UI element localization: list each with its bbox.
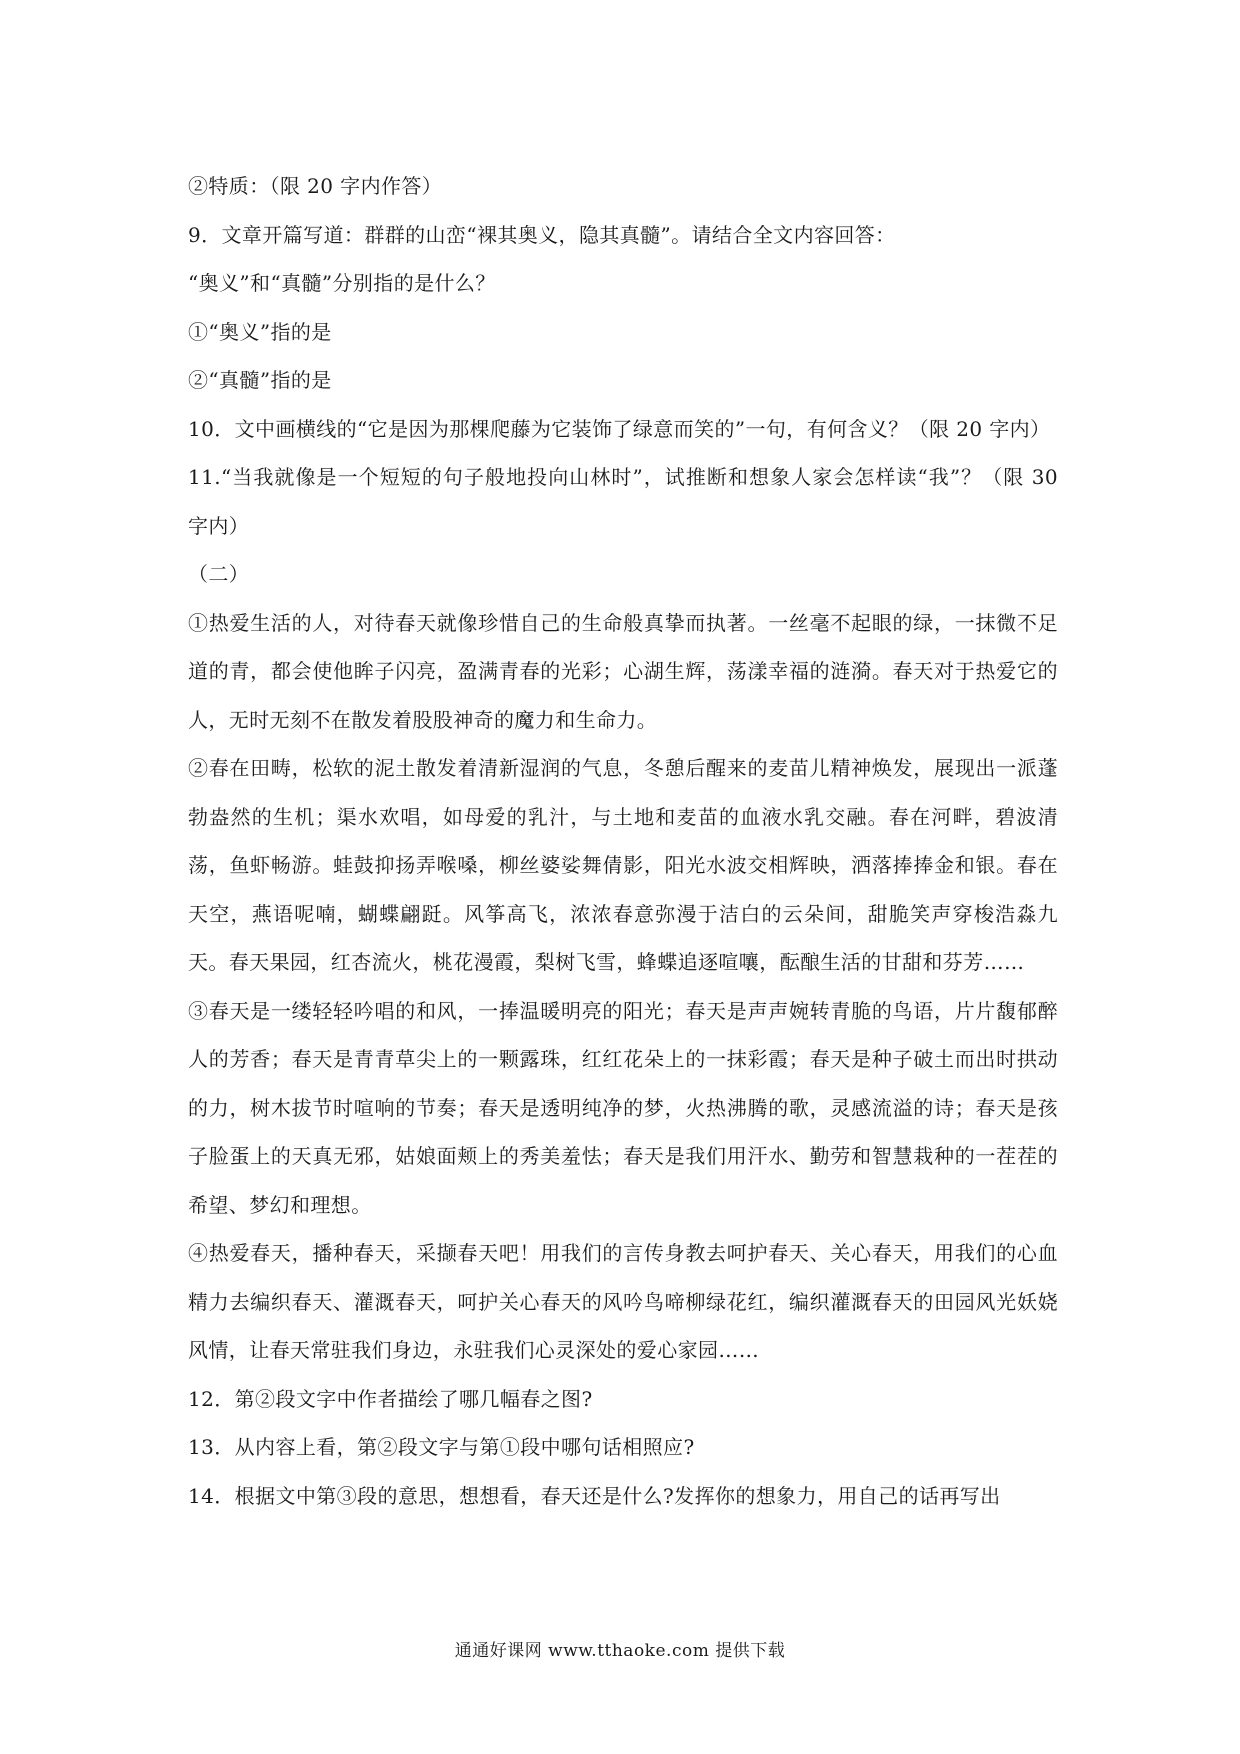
page-footer: 通通好课网 www.tthaoke.com 提供下载	[454, 1641, 786, 1661]
answer-line-trait: ②特质：（限 20 字内作答）	[188, 174, 443, 198]
question-11: 11.“当我就像是一个短短的句子般地投向山林时”，试推断和想象人家会怎样读“我”？（限 30 字内）	[188, 465, 1058, 538]
paragraph-1: ①热爱生活的人，对待春天就像珍惜自己的生命般真挚而执著。一丝毫不起眼的绿，一抹微不足道的青，都会使他眸子闪亮，盈满青春的光彩；心湖生辉，荡漾幸福的涟漪。春天对于热爱它的人，无时无刻不在散发着股股神奇的魔力和生命力。	[188, 610, 1058, 732]
paragraph-3: ③春天是一缕轻轻吟唱的和风，一捧温暖明亮的阳光；春天是声声婉转青脆的鸟语，片片馥郁醉人的芳香；春天是青青草尖上的一颗露珠，红红花朵上的一抹彩霞；春天是种子破土而出时拱动的力，树木拔节时喧响的节奏；春天是透明纯净的梦，火热沸腾的歌，灵感流溢的诗；春天是孩子脸蛋上的天真无邪，姑娘面颊上的秀美羞怯；春天是我们用汗水、勤劳和智慧栽种的一茬茬的希望、梦幻和理想。	[188, 998, 1058, 1217]
paragraph-2: ②春在田畴，松软的泥土散发着清新湿润的气息，冬憩后醒来的麦苗儿精神焕发，展现出一派蓬勃盎然的生机；渠水欢唱，如母爱的乳汁，与土地和麦苗的血液水乳交融。春在河畔，碧波清荡，鱼虾畅游。蛙鼓抑扬弄喉嗓，柳丝婆娑舞倩影，阳光水波交相辉映，洒落捧捧金和银。春在天空，燕语呢喃，蝴蝶翩跹。风筝高飞，浓浓春意弥漫于洁白的云朵间，甜脆笑声穿梭浩淼九天。春天果园，红杏流火，桃花漫霞，梨树飞雪，蜂蝶追逐喧嚷，酝酿生活的甘甜和芬芳……	[188, 756, 1058, 974]
question-13: 13．从内容上看，第②段文字与第①段中哪句话相照应?	[188, 1435, 695, 1459]
paragraph-4: ④热爱春天，播种春天，采撷春天吧！用我们的言传身教去呵护春天、关心春天，用我们的心血精力去编织春天、灌溉春天，呵护关心春天的风吟鸟啼柳绿花红，编织灌溉春天的田园风光妖娆风情，让春天常驻我们身边，永驻我们心灵深处的爱心家园……	[188, 1241, 1058, 1362]
answer-line-zhensui: ②“真髓”指的是	[188, 368, 332, 392]
question-14: 14．根据文中第③段的意思，想想看，春天还是什么?发挥你的想象力，用自己的话再写出	[188, 1483, 1001, 1508]
document-body	[188, 162, 1058, 1520]
question-10: 10．文中画横线的“它是因为那棵爬藤为它装饰了绿意而笑的”一句，有何含义？（限 20 字内）	[188, 416, 1051, 441]
question-12: 12．第②段文字中作者描绘了哪几幅春之图?	[188, 1386, 593, 1411]
section-heading: （二）	[188, 562, 250, 586]
answer-line-aoyi: ①“奥义”指的是	[188, 319, 332, 344]
question-9-prompt: “奥义”和“真髓”分别指的是什么？	[188, 271, 496, 295]
question-9: 9．文章开篇写道：群群的山峦“裸其奥义，隐其真髓”。请结合全文内容回答：	[188, 222, 896, 247]
